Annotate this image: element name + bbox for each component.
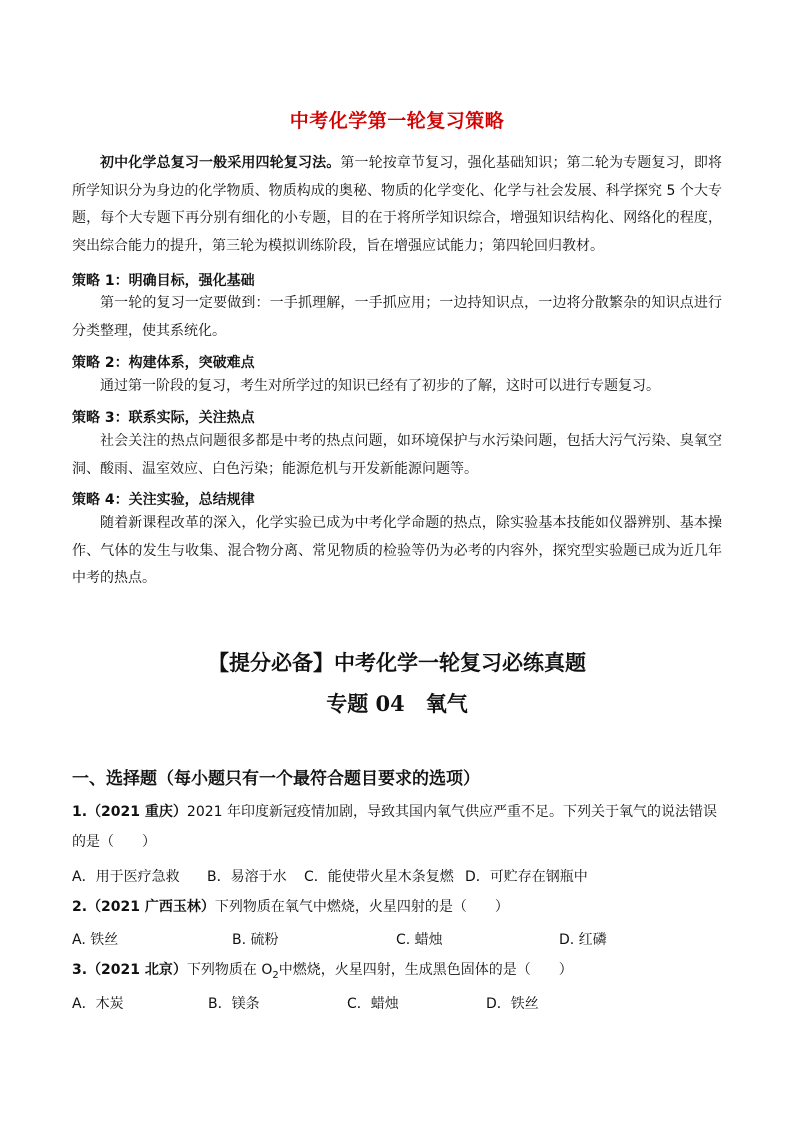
strategy-1-body: 第一轮的复习一定要做到：一手抓理解，一手抓应用；一边持知识点，一边将分散繁杂的知识点进行分类整理，使其系统化。 xyxy=(72,295,722,339)
question-3-subscript: 2 xyxy=(272,969,279,981)
question-3-source: （2021 北京） xyxy=(87,962,187,978)
question-1-option-a[interactable]: A．用于医疗急救 xyxy=(72,869,180,885)
strategy-3-heading: 策略 3：联系实际，关注热点 xyxy=(72,410,255,426)
question-1-number: 1. xyxy=(72,804,88,820)
strategy-1-heading: 策略 1：明确目标，强化基础 xyxy=(72,273,255,289)
question-3-option-a[interactable]: A．木炭 xyxy=(72,996,124,1012)
intro-paragraph xyxy=(72,150,722,260)
exam-title: 【提分必备】中考化学一轮复习必练真题 xyxy=(208,650,586,675)
question-3-text-after: 中燃烧，火星四射，生成黑色固体的是（ ） xyxy=(278,962,573,978)
doc-title: 中考化学第一轮复习策略 xyxy=(289,110,505,132)
intro-bold: 初中化学总复习一般采用四轮复习法。 xyxy=(100,155,341,171)
question-1-option-d[interactable]: D．可贮存在钢瓶中 xyxy=(465,869,588,885)
question-2-source: （2021 广西玉林） xyxy=(87,899,215,915)
question-2-options xyxy=(72,929,722,949)
question-1-options xyxy=(72,866,722,886)
question-2-option-d[interactable]: D. 红磷 xyxy=(559,932,607,948)
question-3-option-d[interactable]: D．铁丝 xyxy=(486,996,539,1012)
exam-subtitle: 专题 04 氧气 xyxy=(326,691,468,716)
question-2-option-c[interactable]: C. 蜡烛 xyxy=(396,932,443,948)
question-3-option-b[interactable]: B．镁条 xyxy=(208,996,260,1012)
strategy-4-heading: 策略 4：关注实验，总结规律 xyxy=(72,492,255,508)
question-2-number: 2. xyxy=(72,899,88,915)
question-2 xyxy=(72,892,722,922)
question-1-text: 2021 年印度新冠疫情加剧，导致其国内氧气供应严重不足。下列关于氧气的说法错误的是（ ） xyxy=(72,804,717,850)
question-3 xyxy=(72,955,722,991)
question-2-text: 下列物质在氧气中燃烧，火星四射的是（ ） xyxy=(214,899,509,915)
strategy-4-body: 随着新课程改革的深入，化学实验已成为中考化学命题的热点，除实验基本技能如仪器辨别、基本操作、气体的发生与收集、混合物分离、常见物质的检验等仍为必考的内容外，探究型实验题已成为近几年中考的热点。 xyxy=(72,515,722,586)
question-2-option-b[interactable]: B. 硫粉 xyxy=(232,932,279,948)
question-3-options xyxy=(72,993,722,1013)
question-1-option-b[interactable]: B．易溶于水 xyxy=(207,869,287,885)
section-heading: 一、选择题（每小题只有一个最符合题目要求的选项） xyxy=(72,769,480,789)
question-3-text-before: 下列物质在 O xyxy=(186,962,273,978)
question-3-option-c[interactable]: C．蜡烛 xyxy=(347,996,399,1012)
question-3-number: 3. xyxy=(72,962,88,978)
question-1-source: （2021 重庆） xyxy=(87,804,187,820)
strategy-2-heading: 策略 2：构建体系，突破难点 xyxy=(72,355,255,371)
strategy-2-body: 通过第一阶段的复习，考生对所学过的知识已经有了初步的了解，这时可以进行专题复习。 xyxy=(100,378,660,394)
question-1 xyxy=(72,797,722,857)
question-2-option-a[interactable]: A. 铁丝 xyxy=(72,932,119,948)
question-1-option-c[interactable]: C．能使带火星木条复燃 xyxy=(304,869,454,885)
strategy-3-body: 社会关注的热点问题很多都是中考的热点问题，如环境保护与水污染问题，包括大污气污染、臭氧空洞、酸雨、温室效应、白色污染；能源危机与开发新能源问题等。 xyxy=(72,433,722,477)
intro-rest: 第一轮按章节复习，强化基础知识；第二轮为专题复习，即将所学知识分为身边的化学物质、物质构成的奥秘、物质的化学变化、化学与社会发展、科学探究 5 个大专题，每个大专题下再分别有细化的小专题，目的在于将所学知识综合，增强知识结构化、网络化的程度，突出综合能力的提升，第三轮为模拟训练阶段，旨在增强应试能力；第四轮回归教材。 xyxy=(72,155,723,254)
